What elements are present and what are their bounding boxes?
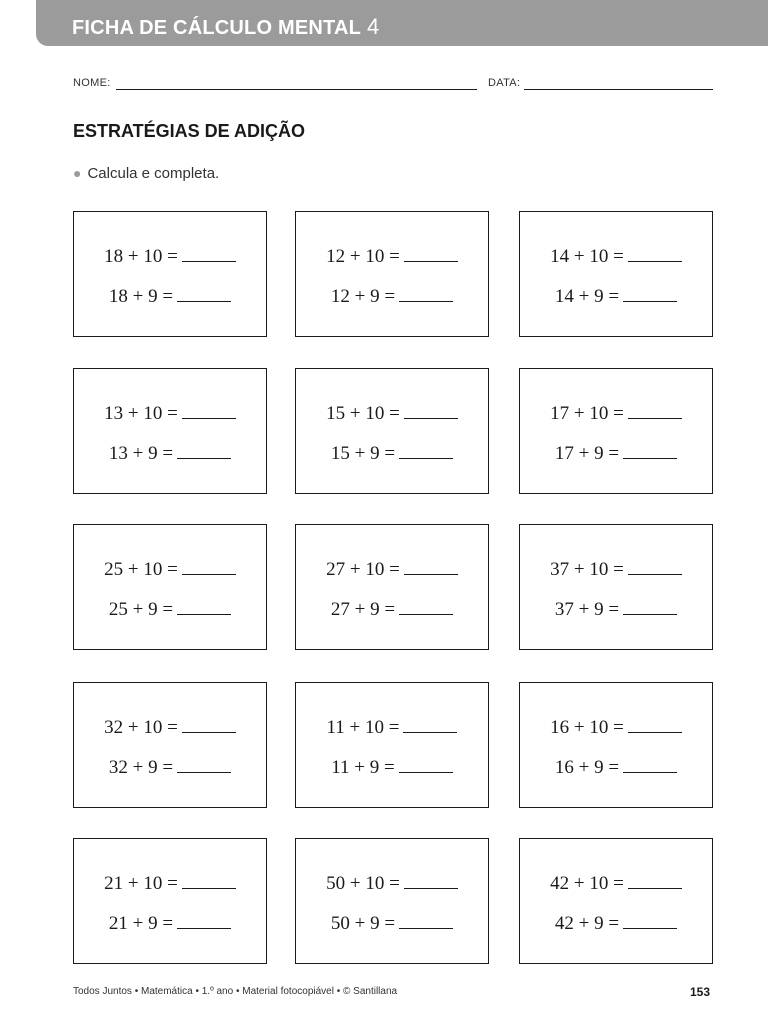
- equation-plus-nine: [296, 443, 488, 465]
- equation-plus-nine: [520, 599, 712, 621]
- equation-text: 50 + 9 =: [330, 913, 396, 934]
- equation-plus-nine: [296, 286, 488, 308]
- equation-text: 14 + 9 =: [554, 286, 620, 307]
- equation-plus-ten: [520, 717, 712, 739]
- answer-blank[interactable]: [628, 573, 682, 575]
- exercise-box: [519, 211, 713, 337]
- equation-plus-ten: [74, 717, 266, 739]
- equation-plus-nine: [520, 757, 712, 779]
- answer-blank[interactable]: [399, 771, 453, 773]
- equation-plus-ten: [296, 246, 488, 268]
- section-title: ESTRATÉGIAS DE ADIÇÃO: [73, 121, 306, 141]
- answer-blank[interactable]: [623, 927, 677, 929]
- equation-text: 11 + 10 =: [326, 717, 400, 738]
- equation-plus-nine: [74, 599, 266, 621]
- equation-plus-nine: [296, 913, 488, 935]
- equation-text: 18 + 10 =: [104, 246, 178, 267]
- answer-blank[interactable]: [623, 771, 677, 773]
- bullet-icon: ●: [73, 165, 82, 181]
- instruction: [73, 165, 219, 182]
- answer-blank[interactable]: [182, 887, 236, 889]
- exercise-box: [295, 838, 489, 964]
- worksheet-number: 4: [367, 14, 380, 39]
- equation-plus-ten: [74, 873, 266, 895]
- equation-text: 17 + 9 =: [554, 443, 620, 464]
- name-label: NOME:: [73, 77, 111, 89]
- answer-blank[interactable]: [182, 417, 236, 419]
- header-band: [36, 0, 768, 46]
- answer-blank[interactable]: [404, 260, 458, 262]
- answer-blank[interactable]: [404, 417, 458, 419]
- equation-plus-ten: [296, 559, 488, 581]
- equation-plus-ten: [520, 873, 712, 895]
- equation-text: 25 + 10 =: [104, 559, 178, 580]
- equation-plus-nine: [74, 286, 266, 308]
- exercise-box: [73, 682, 267, 808]
- equation-plus-ten: [74, 246, 266, 268]
- exercise-box: [73, 838, 267, 964]
- answer-blank[interactable]: [399, 300, 453, 302]
- equation-text: 16 + 10 =: [550, 717, 624, 738]
- answer-blank[interactable]: [623, 613, 677, 615]
- equation-text: 50 + 10 =: [326, 873, 400, 894]
- answer-blank[interactable]: [177, 613, 231, 615]
- answer-blank[interactable]: [399, 927, 453, 929]
- equation-text: 15 + 10 =: [326, 403, 400, 424]
- equation-plus-ten: [296, 403, 488, 425]
- equation-plus-nine: [296, 599, 488, 621]
- answer-blank[interactable]: [182, 573, 236, 575]
- equation-text: 42 + 10 =: [550, 873, 624, 894]
- equation-text: 21 + 9 =: [108, 913, 174, 934]
- answer-blank[interactable]: [628, 260, 682, 262]
- equation-text: 32 + 9 =: [108, 757, 174, 778]
- equation-text: 42 + 9 =: [554, 913, 620, 934]
- answer-blank[interactable]: [177, 771, 231, 773]
- answer-blank[interactable]: [628, 417, 682, 419]
- exercise-box: [73, 524, 267, 650]
- answer-blank[interactable]: [623, 300, 677, 302]
- equation-plus-nine: [74, 913, 266, 935]
- equation-plus-ten: [520, 559, 712, 581]
- equation-text: 18 + 9 =: [108, 286, 174, 307]
- exercise-box: [295, 682, 489, 808]
- equation-plus-ten: [520, 246, 712, 268]
- worksheet-title-text: FICHA DE CÁLCULO MENTAL: [72, 17, 362, 39]
- answer-blank[interactable]: [399, 613, 453, 615]
- exercise-box: [73, 368, 267, 494]
- name-field[interactable]: [116, 89, 477, 90]
- date-label: DATA:: [488, 77, 521, 89]
- footer-credits: Todos Juntos • Matemática • 1.º ano • Material fotocopiável • © Santillana: [73, 986, 398, 997]
- equation-text: 12 + 10 =: [326, 246, 400, 267]
- date-field[interactable]: [524, 89, 713, 90]
- equation-text: 13 + 9 =: [108, 443, 174, 464]
- equation-plus-ten: [296, 717, 488, 739]
- equation-text: 12 + 9 =: [330, 286, 396, 307]
- equation-text: 15 + 9 =: [330, 443, 396, 464]
- worksheet-title: [72, 14, 379, 40]
- answer-blank[interactable]: [623, 457, 677, 459]
- equation-plus-ten: [74, 559, 266, 581]
- equation-plus-nine: [520, 913, 712, 935]
- answer-blank[interactable]: [404, 887, 458, 889]
- equation-text: 21 + 10 =: [104, 873, 178, 894]
- equation-text: 37 + 10 =: [550, 559, 624, 580]
- equation-plus-nine: [520, 443, 712, 465]
- exercise-box: [519, 368, 713, 494]
- equation-text: 16 + 9 =: [554, 757, 620, 778]
- answer-blank[interactable]: [182, 731, 236, 733]
- equation-plus-nine: [74, 757, 266, 779]
- equation-text: 37 + 9 =: [554, 599, 620, 620]
- answer-blank[interactable]: [177, 300, 231, 302]
- exercise-box: [295, 211, 489, 337]
- equation-text: 11 + 9 =: [331, 757, 395, 778]
- equation-plus-ten: [296, 873, 488, 895]
- equation-text: 25 + 9 =: [108, 599, 174, 620]
- page-number: 153: [690, 985, 711, 999]
- exercise-box: [519, 838, 713, 964]
- instruction-text: Calcula e completa.: [87, 165, 220, 182]
- equation-text: 27 + 9 =: [330, 599, 396, 620]
- answer-blank[interactable]: [399, 457, 453, 459]
- equation-text: 13 + 10 =: [104, 403, 178, 424]
- exercise-box: [73, 211, 267, 337]
- exercise-box: [295, 368, 489, 494]
- answer-blank[interactable]: [403, 731, 457, 733]
- answer-blank[interactable]: [177, 457, 231, 459]
- equation-plus-ten: [520, 403, 712, 425]
- exercise-box: [295, 524, 489, 650]
- answer-blank[interactable]: [182, 260, 236, 262]
- equation-text: 32 + 10 =: [104, 717, 178, 738]
- exercise-box: [519, 682, 713, 808]
- equation-text: 14 + 10 =: [550, 246, 624, 267]
- answer-blank[interactable]: [628, 887, 682, 889]
- equation-plus-nine: [74, 443, 266, 465]
- equation-text: 27 + 10 =: [326, 559, 400, 580]
- answer-blank[interactable]: [628, 731, 682, 733]
- equation-plus-ten: [74, 403, 266, 425]
- equation-plus-nine: [296, 757, 488, 779]
- equation-text: 17 + 10 =: [550, 403, 624, 424]
- answer-blank[interactable]: [404, 573, 458, 575]
- answer-blank[interactable]: [177, 927, 231, 929]
- exercise-box: [519, 524, 713, 650]
- equation-plus-nine: [520, 286, 712, 308]
